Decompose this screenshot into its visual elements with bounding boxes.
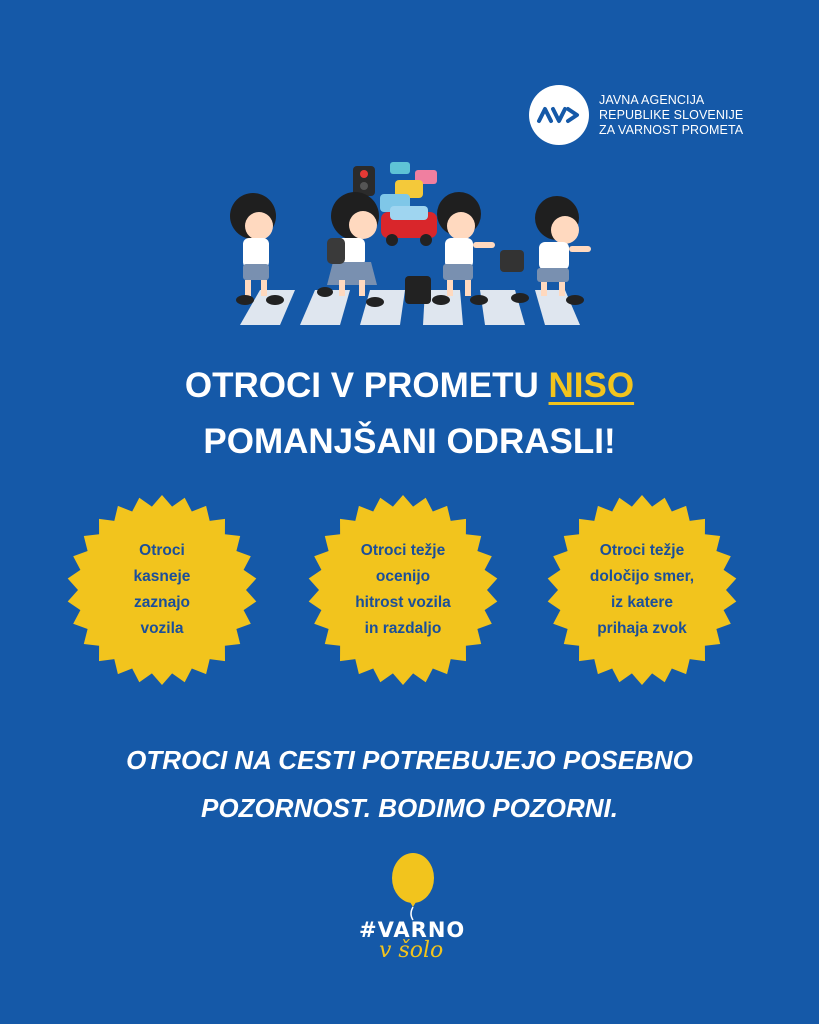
badge-3-text	[546, 494, 738, 686]
footer-line-2: POZORNOST. BODIMO POZORNI.	[201, 793, 618, 823]
agency-line-1: JAVNA AGENCIJA	[599, 92, 705, 107]
agency-line-3: ZA VARNOST PROMETA	[599, 122, 744, 137]
badge-2-text	[307, 494, 499, 686]
badge-1-line-3: zaznajo	[134, 594, 190, 611]
avp-logo-icon	[535, 103, 583, 127]
campaign-sub: v šolo	[379, 938, 444, 963]
badge-3-line-2: določijo smer,	[589, 568, 695, 585]
badge-2-line-1: Otroci težje	[360, 542, 446, 559]
agency-line-2: REPUBLIKE SLOVENIJE	[599, 107, 744, 122]
child-figure-4	[500, 196, 591, 305]
campaign-tag: #VARNO	[359, 918, 466, 942]
badge-2-line-4: in razdaljo	[364, 620, 442, 637]
children-crossing-illustration	[215, 150, 605, 335]
badge-2	[307, 494, 499, 686]
headline-prefix: OTROCI V PROMETU	[184, 366, 549, 405]
campaign-logo	[355, 850, 465, 970]
agency-name	[599, 93, 743, 138]
child-figure-2	[317, 192, 384, 307]
badge-3-line-1: Otroci težje	[599, 542, 685, 559]
badge-3-line-3: iz katere	[610, 594, 674, 611]
badge-3	[546, 494, 738, 686]
badge-1	[66, 494, 258, 686]
cars-icon	[380, 162, 437, 246]
headline-highlight: NISO	[548, 366, 635, 405]
headline-line-1	[0, 358, 819, 414]
footer-message	[0, 736, 819, 832]
agency-logo	[529, 85, 589, 145]
badge-1-line-1: Otroci	[139, 542, 185, 559]
footer-line-1: OTROCI NA CESTI POTREBUJEJO POSEBNO	[126, 745, 693, 775]
headline	[0, 358, 819, 470]
badge-2-line-3: hitrost vozila	[355, 594, 451, 611]
badge-1-line-4: vozila	[140, 620, 184, 637]
headline-line-2: POMANJŠANI ODRASLI!	[203, 422, 616, 461]
agency-header	[529, 85, 743, 145]
badge-2-line-2: ocenijo	[375, 568, 431, 585]
badge-3-line-4: prihaja zvok	[597, 620, 687, 637]
badge-1-line-2: kasneje	[133, 568, 191, 585]
badge-1-text	[66, 494, 258, 686]
child-figure-1	[230, 193, 284, 305]
